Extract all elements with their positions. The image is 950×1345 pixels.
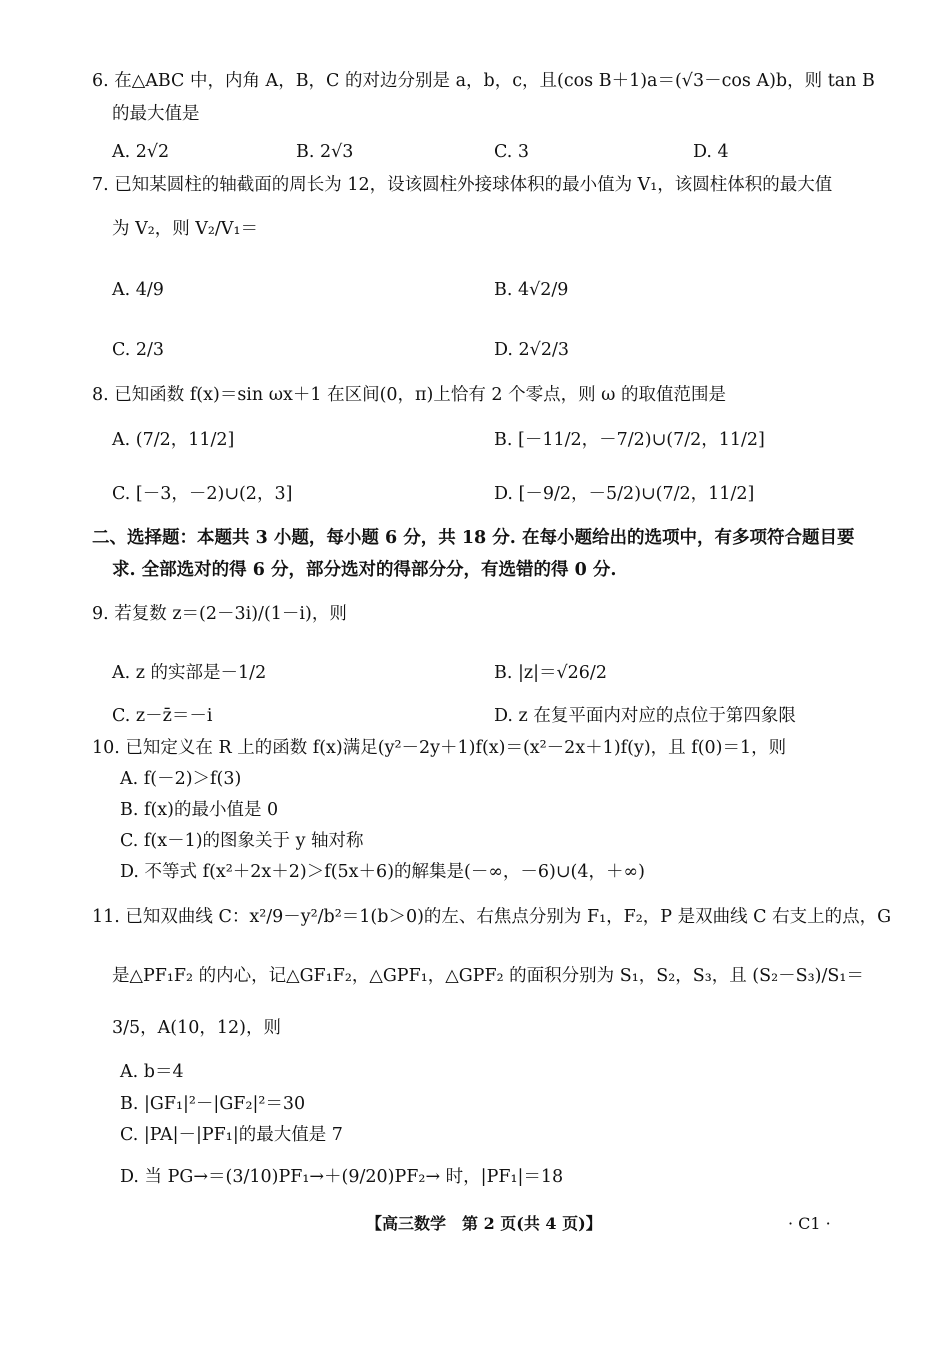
q8-option-b: B. [－11/2，－7/2)∪(7/2，11/2]: [494, 430, 765, 450]
q7-option-c: C. 2/3: [112, 340, 165, 360]
q9-option-c: C. z－z̄＝－i: [112, 706, 213, 726]
q7-option-b: B. 4√2/9: [494, 280, 569, 300]
q8-option-d: D. [－9/2，－5/2)∪(7/2，11/2]: [494, 484, 755, 504]
q11-stem-line2: 是△PF₁F₂ 的内心，记△GF₁F₂，△GPF₁，△GPF₂ 的面积分别为 S₁，S₂，S₃，且 (S₂－S₃)/S₁＝: [112, 966, 864, 986]
q6-option-a: A. 2√2: [112, 142, 170, 162]
q6-option-d: D. 4: [693, 142, 729, 162]
q11-option-a: A. b＝4: [120, 1062, 184, 1082]
q8-stem: 8. 已知函数 f(x)＝sin ωx＋1 在区间(0，π)上恰有 2 个零点，则 ω 的取值范围是: [92, 385, 727, 405]
q10-option-a: A. f(－2)＞f(3): [120, 769, 242, 789]
q7-stem-line1: 7. 已知某圆柱的轴截面的周长为 12，设该圆柱外接球体积的最小值为 V₁，该圆柱体积的最大值: [92, 175, 833, 195]
q11-stem-line1: 11. 已知双曲线 C：x²/9－y²/b²＝1(b＞0)的左、右焦点分别为 F₁，F₂，P 是双曲线 C 右支上的点，G: [92, 907, 892, 927]
q9-option-a: A. z 的实部是－1/2: [112, 663, 267, 683]
q6-stem-line1: 6. 在△ABC 中，内角 A，B，C 的对边分别是 a，b，c，且(cos B＋1)a＝(√3－cos A)b，则 tan B: [92, 71, 875, 91]
q9-stem: 9. 若复数 z＝(2－3i)/(1－i)，则: [92, 604, 347, 624]
q11-option-b: B. |GF₁|²－|GF₂|²＝30: [120, 1094, 306, 1114]
q10-option-c: C. f(x－1)的图象关于 y 轴对称: [120, 831, 364, 851]
q9-option-d: D. z 在复平面内对应的点位于第四象限: [494, 706, 796, 726]
q10-option-d: D. 不等式 f(x²＋2x＋2)＞f(5x＋6)的解集是(－∞，－6)∪(4，＋∞): [120, 862, 645, 882]
q6-option-c: C. 3: [494, 142, 530, 162]
q11-stem-line3: 3/5，A(10，12)，则: [112, 1018, 281, 1038]
q10-stem: 10. 已知定义在 R 上的函数 f(x)满足(y²－2y＋1)f(x)＝(x²－2x＋1)f(y)，且 f(0)＝1，则: [92, 738, 787, 758]
q8-option-c: C. [－3，－2)∪(2，3]: [112, 484, 293, 504]
q9-option-b: B. |z|＝√26/2: [494, 663, 607, 683]
page-footer-code: · C1 ·: [788, 1214, 831, 1233]
q7-stem-line2: 为 V₂，则 V₂/V₁＝: [112, 219, 258, 239]
q7-option-a: A. 4/9: [112, 280, 164, 300]
q11-option-c: C. |PA|－|PF₁|的最大值是 7: [120, 1125, 343, 1145]
q7-option-d: D. 2√2/3: [494, 340, 569, 360]
section2-heading-line2: 求. 全部选对的得 6 分，部分选对的得部分分，有选错的得 0 分.: [112, 560, 617, 580]
q11-option-d: D. 当 PG→＝(3/10)PF₁→＋(9/20)PF₂→ 时，|PF₁|＝18: [120, 1167, 564, 1187]
q8-option-a: A. (7/2，11/2]: [112, 430, 235, 450]
page-footer-label: 【高三数学 第 2 页(共 4 页)】: [366, 1214, 602, 1233]
section2-heading-line1: 二、选择题：本题共 3 小题，每小题 6 分，共 18 分. 在每小题给出的选项中，有多项符合题目要: [92, 528, 855, 548]
q6-stem-line2: 的最大值是: [112, 104, 200, 124]
q6-option-b: B. 2√3: [296, 142, 354, 162]
q10-option-b: B. f(x)的最小值是 0: [120, 800, 279, 820]
